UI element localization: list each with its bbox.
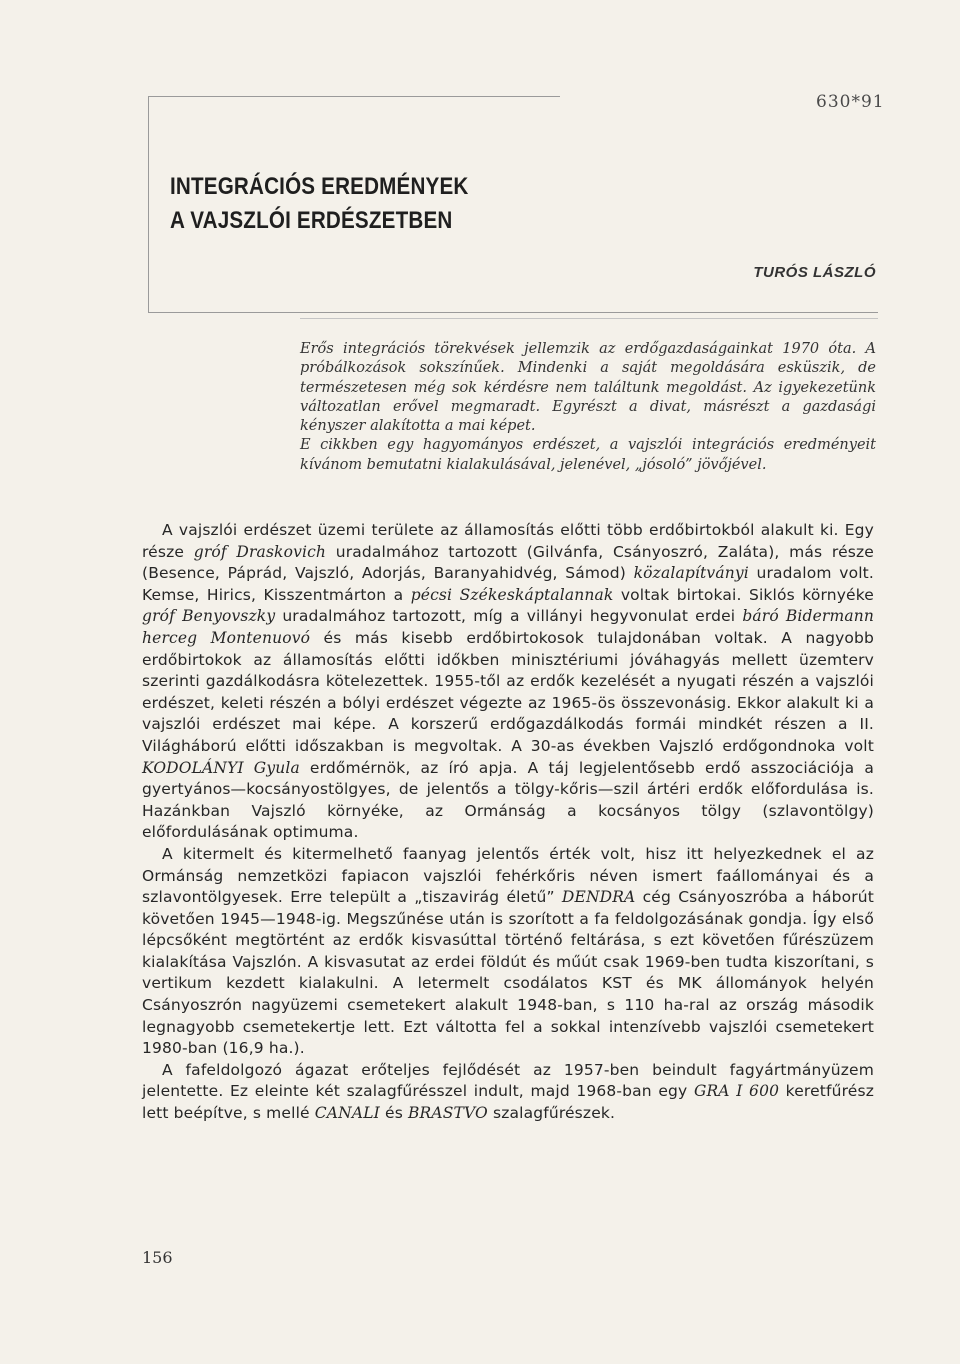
abstract-paragraph-2: E cikkben egy hagyományos erdészet, a vajszlói integrációs eredményeit kívánom bemutatni kialakulásával, jelenével, „jósoló” jövőjével. xyxy=(300,437,876,473)
emphasis: CANALI xyxy=(314,1104,380,1123)
emphasis: KODOLÁNYI Gyula xyxy=(142,758,300,777)
frame-line-bottom-secondary xyxy=(300,318,878,319)
catalog-stamp: 630*91 xyxy=(816,92,885,112)
emphasis: DENDRA xyxy=(561,888,636,907)
frame-line-left xyxy=(148,96,149,312)
abstract xyxy=(300,340,876,475)
emphasis: közalapítványi xyxy=(633,564,749,583)
emphasis: gróf Draskovich xyxy=(193,542,327,561)
article-title xyxy=(170,170,469,238)
body-paragraph-3: A fafeldolgozó ágazat erőteljes fejlődését az 1957-ben beindult fagyártmányüzem jelentette. Ez eleinte két szalagfűrésszel indult, majd 1968-ban egy GRA I 600 keretfűrész lett beépítve, s mellé CANALI és BRASTVO szalagfűrészek. xyxy=(142,1060,874,1123)
body-paragraph-2: A kitermelt és kitermelhető faanyag jelentős érték volt, hisz itt helyezkednek el az Ormánság nemzetközi fapiacon vajszlói fehérkőris néven ismert faállományai és a szlavontölgyesek. Erre települt a „tiszavirág életű” DENDRA cég Csányoszróba a háborút követően 1945—1948-ig. Megszűnése után is szorított a fa feldolgozásának gondja. Így első lépcsőként megtörtént az erdők kisvasúttal történő feltárása, s ezt követően fűrészüzem kialakítása Vajszlón. A kisvasutat az erdei földút és műút csak 1969-ben tudta kiszorítani, s vertikum kezdett kialakulni. A letermelt csodálatos KST és MK állományok helyén Csányoszrón nagyüzemi csemetekert alakult 1948-ban, s 110 ha-ral az ország második legnagyobb csemetekertje lett. Ezt váltotta fel a sokkal intenzívebb vajszlói csemetekert 1980-ban (16,9 ha.). xyxy=(142,844,874,1058)
author-name: TURÓS LÁSZLÓ xyxy=(753,264,876,281)
article-title-line-1: INTEGRÁCIÓS EREDMÉNYEK xyxy=(170,173,469,200)
emphasis: gróf Benyovszky xyxy=(142,607,276,626)
emphasis: BRASTVO xyxy=(408,1104,488,1123)
page-number: 156 xyxy=(142,1248,173,1267)
article-title-line-2: A VAJSZLÓI ERDÉSZETBEN xyxy=(170,207,453,234)
frame-line-bottom xyxy=(148,312,878,313)
emphasis: GRA I 600 xyxy=(693,1082,780,1101)
emphasis: báró Bidermann herceg Montenuovó xyxy=(142,607,874,647)
emphasis: pécsi Székeskáptalannak xyxy=(410,585,614,604)
abstract-paragraph-1: Erős integrációs törekvések jellemzik az erdőgazdaságainkat 1970 óta. A próbálkozások sokszínűek. Mindenki a saját megoldására esküszik, de természetesen még sok kérdésre nem találtunk megoldást. Az igyekezetünk változatlan erővel megmaradt. Egyrészt a divat, másrészt a gazdasági kényszer alakította a mai képet. xyxy=(300,341,876,435)
frame-line-top xyxy=(148,96,560,97)
body-paragraph-1: A vajszlói erdészet üzemi területe az államosítás előtti több erdőbirtokból alakult ki. Egy része gróf Draskovich uradalmához tartozott (Gilvánfa, Csányoszró, Zaláta), más része (Besence, Páprád, Vajszló, Adorjás, Baranyahidvég, Sámod) közalapítványi uradalom volt. Kemse, Hirics, Kisszentmárton a pécsi Székeskáptalannak voltak birtokai. Siklós környéke gróf Benyovszky uradalmához tartozott, míg a villányi hegyvonulat erdei báró Bidermann herceg Montenuovó és más kisebb erdőbirtokosok tulajdonában voltak. A nagyobb erdőbirtokok az államosítás előtti időkben minisztériumi jóváhagyás mellett üzemterv szerinti gazdálkodásra kötelezettek. 1955-től az erdők kezelését a nyugati részén a vajszlói erdészet, keleti részén a bólyi erdészet végezte az 1965-ös összevonásig. Ekkor alakult ki a vajszlói erdészet mai képe. A korszerű erdőgazdálkodás formái mindkét részen a II. Világháború előtti időszakban is megvoltak. A 30-as években Vajszló erdőgondnoka volt KODOLÁNYI Gyula erdőmérnök, az író apja. A táj legjelentősebb erdő asszociációja a gyertyános—kocsányostölgyes, de jelentős a tölgy-kőris—szil ártéri erdők előfordulása is. Hazánkban Vajszló környéke, az Ormánság a kocsányos tölgy (szlavontölgy) előfordulásának optimuma. xyxy=(142,521,874,842)
body-text xyxy=(142,520,874,1125)
